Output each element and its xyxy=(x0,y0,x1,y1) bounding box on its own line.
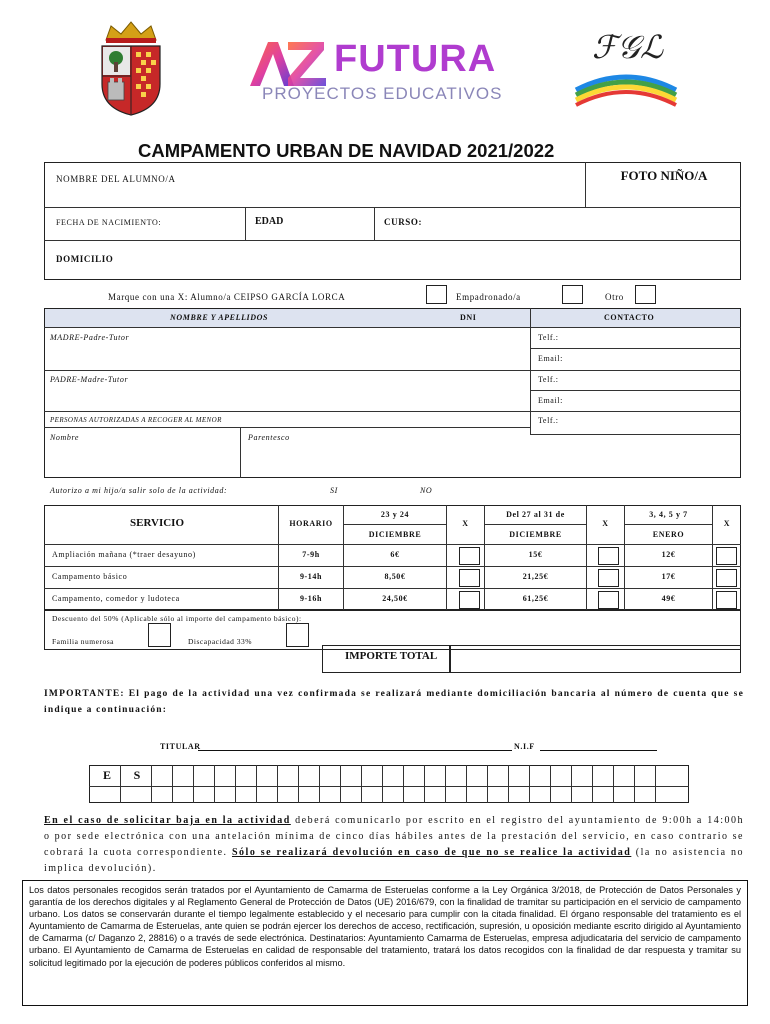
service-row-3-p1: 24,50€ xyxy=(382,594,408,603)
header-period3-top: 3, 4, 5 y 7 xyxy=(649,510,688,519)
service-row-1-hours: 7-9h xyxy=(302,550,320,559)
discount-text: Descuento del 50% (Aplicable sólo al importe del campamento básico): xyxy=(52,614,302,623)
service-row-2-check-1[interactable] xyxy=(459,569,480,587)
service-row-3-p3: 49€ xyxy=(661,594,676,603)
service-row-1-check-2[interactable] xyxy=(598,547,619,565)
address-label: DOMICILIO xyxy=(56,254,114,264)
service-row-2-check-2[interactable] xyxy=(598,569,619,587)
service-row-2-hours: 9-14h xyxy=(299,572,323,581)
service-row-1-p2: 15€ xyxy=(528,550,543,559)
service-row-1-check-3[interactable] xyxy=(716,547,737,565)
header-period2-bottom: DICIEMBRE xyxy=(509,530,562,539)
important-text: El pago de la actividad una vez confirmada se realizará mediante domiciliación bancaria al número de cuenta que se indique a continuación: xyxy=(44,689,744,715)
service-row-3-name: Campamento, comedor y ludoteca xyxy=(52,594,180,603)
header-contact: CONTACTO xyxy=(604,313,655,322)
total-label: IMPORTE TOTAL xyxy=(345,650,438,662)
header-x1: X xyxy=(462,519,469,528)
header-dni: DNI xyxy=(460,313,477,322)
checkbox-registered[interactable] xyxy=(562,285,583,304)
coat-of-arms-logo xyxy=(96,18,166,118)
service-row-2-p3: 17€ xyxy=(661,572,676,581)
cancellation-notice xyxy=(44,813,744,877)
service-row-2-p2: 21,25€ xyxy=(522,572,549,581)
header-period1-bottom: DICIEMBRE xyxy=(368,530,422,539)
checkbox-ceipso[interactable] xyxy=(426,285,447,304)
header-name: NOMBRE Y APELLIDOS xyxy=(170,313,269,322)
futura-brand-name: FUTURA xyxy=(334,38,497,80)
mother-email-label: Email: xyxy=(538,354,563,363)
disability-label: Discapacidad 33% xyxy=(188,637,253,646)
form-title: CAMPAMENTO URBAN DE NAVIDAD 2021/2022 xyxy=(138,140,555,161)
service-row-2-check-3[interactable] xyxy=(716,569,737,587)
cancel-tail: (la no asistencia no implica devolución). xyxy=(44,847,745,874)
header-period3-bottom: ENERO xyxy=(652,530,685,539)
header-x3: X xyxy=(723,519,731,528)
mother-phone-label: Telf.: xyxy=(538,333,559,342)
checkbox-other[interactable] xyxy=(635,285,656,304)
holder-label: TITULAR xyxy=(160,742,201,751)
option-registered-label: Empadronado/a xyxy=(456,292,521,302)
mark-prompt: Marque con una X: Alumno/a CEIPSO GARCÍA LORCA xyxy=(108,292,346,302)
service-row-2-p1: 8,50€ xyxy=(384,572,406,581)
authorization-yes: SI xyxy=(330,486,338,495)
iban-field[interactable] xyxy=(89,765,689,803)
total-amount-field[interactable] xyxy=(450,645,741,673)
authorized-label: PERSONAS AUTORIZADAS A RECOGER AL MENOR xyxy=(50,416,222,424)
service-row-3-check-2[interactable] xyxy=(598,591,619,609)
large-family-label: Familia numerosa xyxy=(52,637,114,646)
service-row-1-name: Ampliación mañana (*traer desayuno) xyxy=(52,550,196,559)
service-row-1-p3: 12€ xyxy=(661,550,676,559)
service-row-1-p1: 6€ xyxy=(390,550,400,559)
cancel-lead: En el caso de solicitar baja en la actividad xyxy=(44,815,291,826)
iban-prefix-e: E xyxy=(102,768,111,782)
father-email-label: Email: xyxy=(538,396,563,405)
disability-checkbox[interactable] xyxy=(286,623,309,647)
mother-label: MADRE-Padre-Tutor xyxy=(50,333,130,342)
service-row-3-hours: 9-16h xyxy=(299,594,323,603)
header-period1-top: 23 y 24 xyxy=(380,510,410,519)
authorization-no: NO xyxy=(420,486,433,495)
option-other-label: Otro xyxy=(605,292,624,302)
authorized-phone-label: Telf.: xyxy=(538,416,559,425)
authorized-name-col: Nombre xyxy=(50,433,80,442)
script-initials: ℱ𝒢ℒ xyxy=(592,28,663,66)
iban-prefix-s: S xyxy=(133,768,141,782)
futura-logo-mark xyxy=(248,38,328,88)
service-row-3-check-1[interactable] xyxy=(459,591,480,609)
cancel-text: deberá comunicarlo por escrito en el registro del ayuntamiento de 9:00h a 14:00h o por sede electrónica con una antelación mínima de cinco días hábiles antes de la prestación del servicio, en caso contrario se cobrará la cuota correspondiente. xyxy=(44,815,744,858)
course-label: CURSO: xyxy=(384,217,423,227)
header-x2: X xyxy=(602,519,609,528)
birth-date-label: FECHA DE NACIMIENTO: xyxy=(56,218,162,227)
contact-table xyxy=(44,308,741,478)
header-service: SERVICIO xyxy=(130,517,185,529)
service-row-3-p2: 61,25€ xyxy=(522,594,549,603)
photo-label: FOTO NIÑO/A xyxy=(620,168,708,183)
important-lead: IMPORTANTE: xyxy=(44,689,125,699)
father-phone-label: Telf.: xyxy=(538,375,559,384)
header-period2-top: Del 27 al 31 de xyxy=(506,510,565,519)
nif-label: N.I.F xyxy=(514,742,535,751)
futura-brand-subtitle: PROYECTOS EDUCATIVOS xyxy=(262,84,503,103)
father-label: PADRE-Madre-Tutor xyxy=(50,375,129,384)
service-row-3-check-3[interactable] xyxy=(716,591,737,609)
service-row-2-name: Campamento básico xyxy=(52,572,128,581)
age-label: EDAD xyxy=(255,216,284,227)
service-row-1-check-1[interactable] xyxy=(459,547,480,565)
large-family-checkbox[interactable] xyxy=(148,623,171,647)
privacy-text: Los datos personales recogidos serán tratados por el Ayuntamiento de Camarma de Esteruelas conforme a la Ley Orgánica 3/2018, de Protección de Datos Personales y garantía de los derechos digitales y al Reglamento General de Protección de Datos (UE) 2016/679, con la finalidad de tramitar su participación en el servicio de campamento urbano. Los datos se conservarán durante el tiempo legalmente establecido y el necesario para cumplir con la citada finalidad. El órgano responsable del tratamiento es el Ayuntamiento de Camarma de Esteruelas, ante quien se podrán ejercer los derechos de acceso, rectificación, supresión, u oposición mediante escrito dirigido al Ayuntamiento de Camarma (c/ Daganzo 2, 28816) o a través de sede electrónica. Destinatarios: Ayuntamiento Camarma de Esteruelas, empresa adjudicataria del servicio de campamento urbano. El Ayuntamiento de Camarma de Esteruelas en calidad de responsable del tratamiento, tratará los datos recogidos con la finalidad de dar respuesta y tramitar su solicitud legitimado por la ejecución de poderes públicos conferidos al mismo. xyxy=(29,885,741,968)
student-name-label: NOMBRE DEL ALUMNO/A xyxy=(56,174,176,184)
cancel-emphasis: Sólo se realizará devolución en caso de que no se realice la actividad xyxy=(231,847,632,858)
authorization-text: Autorizo a mi hijo/a salir solo de la actividad: xyxy=(50,486,228,495)
header-schedule: HORARIO xyxy=(289,519,333,528)
important-notice xyxy=(44,686,744,718)
authorized-relation-col: Parentesco xyxy=(248,433,290,442)
